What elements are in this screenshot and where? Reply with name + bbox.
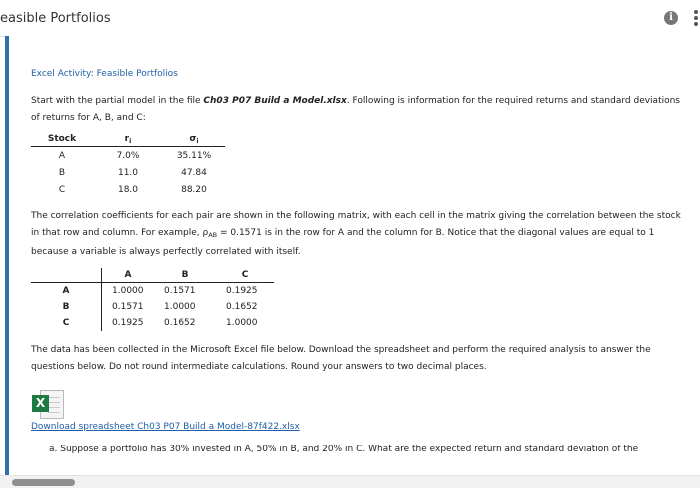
stock-cell: C [58,184,66,195]
horizontal-scrollbar[interactable] [0,475,700,488]
more-options-icon[interactable] [693,9,700,27]
correlation-text-part2: = 0.1571 is in the row for A and the column for B. Notice that the diagonal values are equal to 1 because a variable is always perfectly correlated with itself. [31,228,655,257]
stock-cell: B [58,167,66,178]
matrix-cell: 0.1571 [164,286,196,296]
matrix-corner [31,268,102,283]
matrix-header-row [31,268,274,283]
scrollbar-thumb[interactable] [12,479,75,486]
excel-file-icon[interactable] [32,390,64,418]
table-row [31,283,274,300]
matrix-cell: 1.0000 [226,318,258,328]
matrix-row-header: B [62,302,70,312]
return-cell: 11.0 [117,167,139,178]
header-sigma-symbol: σ [189,133,197,144]
matrix-col-header: A [102,268,155,283]
rho-subscript: AB [208,231,218,239]
header-required-return [93,132,163,147]
intro-prefix: Start with the partial model in the file [31,96,204,106]
matrix-col-header: C [216,268,274,283]
returns-table [31,132,225,198]
excel-x-badge: X [32,395,49,412]
table-row [31,147,225,165]
correlation-matrix [31,268,274,331]
matrix-cell: 0.1652 [226,302,258,312]
std-dev-cell: 88.20 [181,184,207,195]
question-a-text: a. Suppose a portfolio has 30% invested in A, 50% in B, and 20% in C. What are the expected return and standard deviation of the [49,445,639,454]
return-cell: 18.0 [117,184,139,195]
returns-header-row [31,132,225,147]
correlation-text-part1: The correlation coefficients for each pair are shown in the following matrix, with each cell in the matrix giving the correlation between the stock in that row and column. For example, [31,211,681,238]
page-title: easible Portfolios [0,11,111,26]
table-row [31,315,274,331]
matrix-cell: 0.1652 [164,318,196,328]
info-icon[interactable]: i [664,11,678,25]
matrix-cell: 0.1925 [102,315,155,331]
matrix-row-header: A [62,286,70,296]
question-a [49,445,679,454]
matrix-col-header: B [154,268,216,283]
header-r-symbol: r [124,133,130,144]
matrix-row-header: C [62,318,70,328]
instructions-paragraph: The data has been collected in the Microsoft Excel file below. Download the spreadsheet and perform the required analysis to answer the questions below. Do not round intermediate calculations. Round your answers to two decimal places. [31,345,651,372]
question-panel [5,36,700,475]
std-dev-cell: 47.84 [181,167,207,178]
header-r-subscript: i [129,136,132,145]
intro-paragraph [31,93,681,127]
matrix-cell: 0.1571 [102,299,155,315]
correlation-paragraph [31,208,681,261]
table-row [31,299,274,315]
rho-symbol: ρ [202,228,209,238]
intro-suffix: . Following is information for the required returns and standard deviations of returns for A, B, and C: [31,96,680,123]
header-std-dev [163,132,225,147]
activity-title: Excel Activity: Feasible Portfolios [31,69,178,79]
matrix-cell: 0.1925 [226,286,258,296]
std-dev-cell: 35.11% [176,150,212,161]
intro-file-name: Ch03 P07 Build a Model.xlsx [203,96,347,106]
table-row [31,164,225,181]
page-header [0,0,700,37]
table-row [31,181,225,198]
stock-cell: A [58,150,66,161]
matrix-cell: 1.0000 [164,302,196,312]
matrix-cell: 1.0000 [102,283,155,300]
header-stock: Stock [31,132,93,147]
header-sigma-subscript: i [196,136,199,145]
return-cell: 7.0% [116,150,140,161]
download-spreadsheet-link[interactable]: Download spreadsheet Ch03 P07 Build a Model-87f422.xlsx [31,422,300,432]
